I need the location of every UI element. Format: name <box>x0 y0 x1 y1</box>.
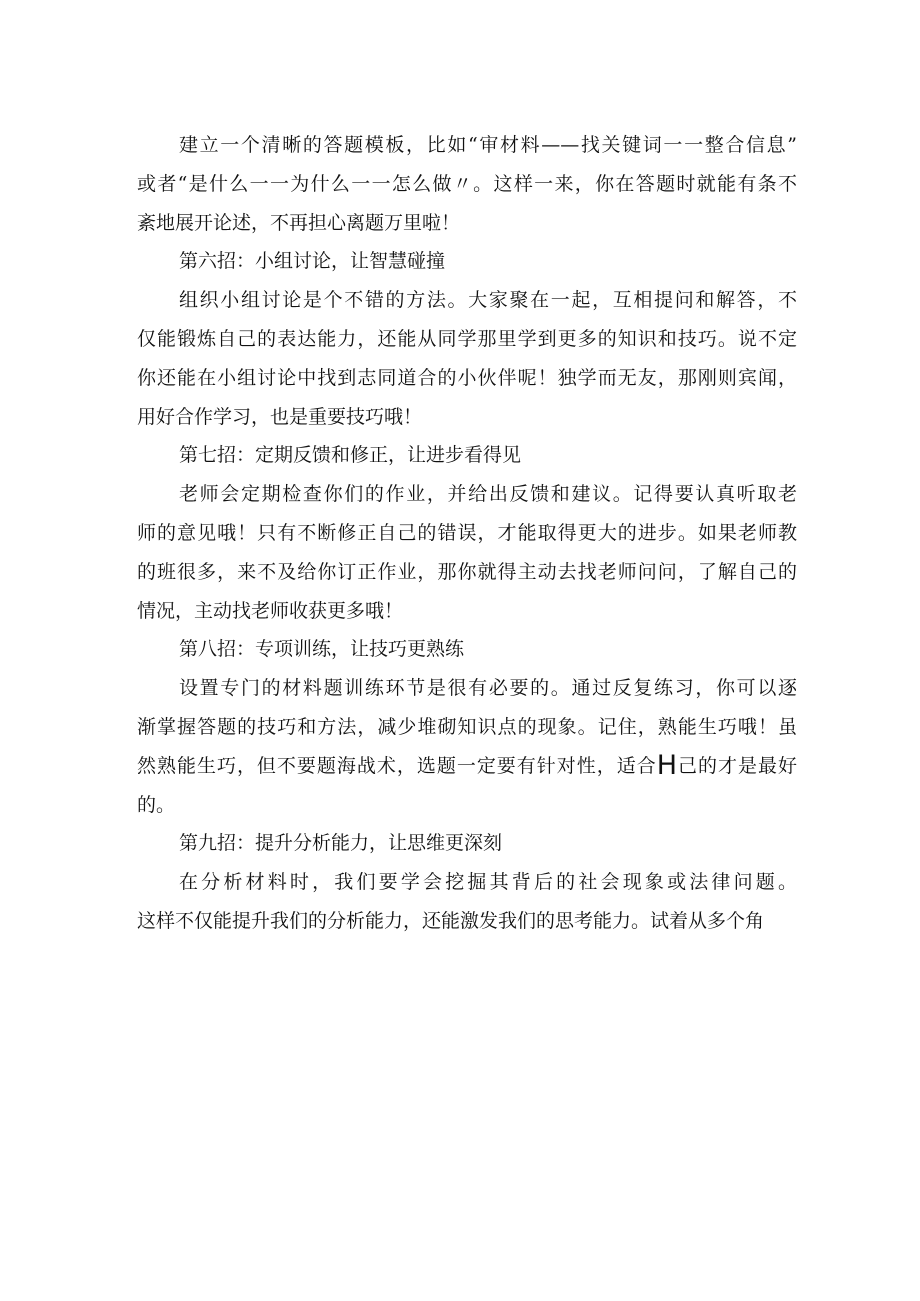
paragraph <box>137 475 797 630</box>
text-line: 师的意见哦！只有不断修正自己的错误，才能取得更大的进步。如果老师教 <box>137 521 797 544</box>
paragraph <box>137 281 797 436</box>
paragraph <box>137 863 797 941</box>
paragraph <box>137 669 797 824</box>
section-heading <box>137 242 797 281</box>
heading-text: 第六招：小组讨论，让智慧碰撞 <box>179 250 446 273</box>
text-line: 设置专门的材料题训练环节是很有必要的。通过反复练习，你可以逐 <box>179 677 797 700</box>
heading-text: 第七招：定期反馈和修正，让进步看得见 <box>179 444 522 467</box>
document-body <box>137 126 797 941</box>
section-heading <box>137 630 797 669</box>
text-line: 仅能锻炼自己的表达能力，还能从同学那里学到更多的知识和技巧。说不定 <box>137 327 797 350</box>
text-line: 或者“是什么一一为什么一一怎么做〃。这样一来，你在答题时就能有条不 <box>137 172 797 195</box>
text-line: 用好合作学习，也是重要技巧哦！ <box>137 405 423 428</box>
ocr-glyph: H <box>656 749 678 781</box>
text-line: 渐掌握答题的技巧和方法，减少堆砌知识点的现象。记住，熟能生巧哦！虽 <box>137 715 797 738</box>
text-line: 紊地展开论述，不再担心离题万里啦！ <box>137 211 461 234</box>
text-line: 老师会定期检查你们的作业，并给出反馈和建议。记得要认真听取老 <box>179 483 797 506</box>
text-line <box>137 747 797 786</box>
text-segment: 己的才是最好 <box>677 754 797 777</box>
heading-text: 第九招：提升分析能力，让思维更深刻 <box>179 832 503 855</box>
text-line: 的。 <box>137 793 176 816</box>
text-line: 情况，主动找老师收获更多哦！ <box>137 599 404 622</box>
heading-text: 第八招：专项训练，让技巧更熟练 <box>179 638 465 661</box>
text-line: 在分析材料时，我们要学会挖掘其背后的社会现象或法律问题。 <box>179 871 797 894</box>
text-line: 你还能在小组讨论中找到志同道合的小伙伴呢！独学而无友，那刚则宾闻， <box>137 366 797 389</box>
text-line: 组织小组讨论是个不错的方法。大家聚在一起，互相提问和解答，不 <box>179 289 797 312</box>
text-line: 这样不仅能提升我们的分析能力，还能激发我们的思考能力。试着从多个角 <box>137 909 765 932</box>
section-heading <box>137 436 797 475</box>
text-segment: 然熟能生巧，但不要题海战术，选题一定要有针对性，适合 <box>137 754 657 777</box>
section-heading <box>137 824 797 863</box>
paragraph <box>137 126 797 242</box>
text-line: 建立一个清晰的答题模板，比如“审材料——找关键词一一整合信息” <box>179 134 797 156</box>
text-line: 的班很多，来不及给你订正作业，那你就得主动去找老师问问，了解自己的 <box>137 560 797 583</box>
